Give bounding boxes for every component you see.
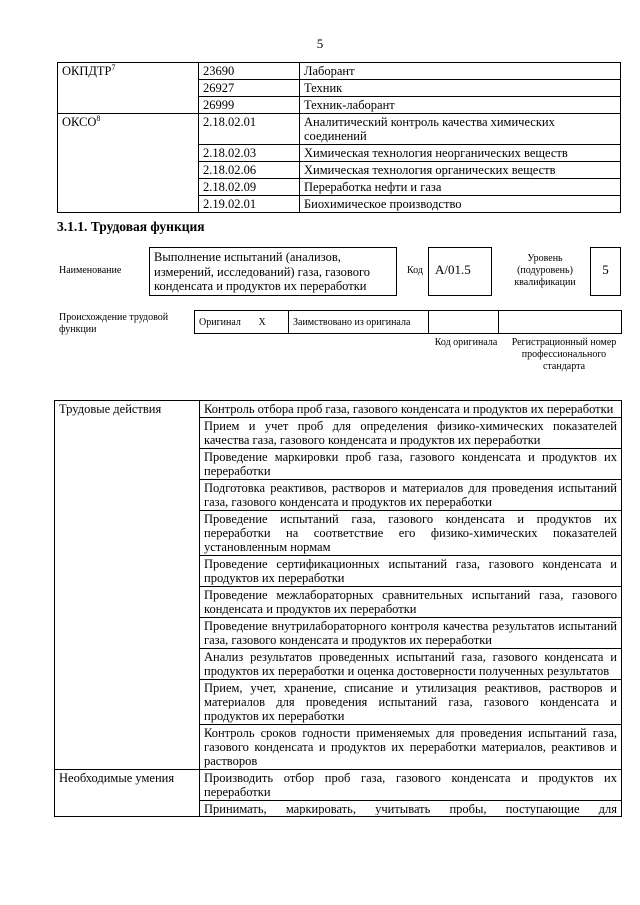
original-label: Оригинал xyxy=(195,311,255,334)
okso-footnote: 8 xyxy=(96,113,101,123)
okpdtr-label-cell xyxy=(58,63,199,114)
reg-number-cell xyxy=(499,311,622,334)
action-item: Контроль сроков годности применяемых для проведения испытаний газа, газового конденсата и продуктов их переработки материалов, реактивов и растворов xyxy=(200,725,622,770)
okso-code: 2.19.02.01 xyxy=(199,196,300,213)
okpdtr-name: Техник-лаборант xyxy=(300,97,621,114)
okpdtr-code: 26999 xyxy=(199,97,300,114)
okpdtr-code: 23690 xyxy=(199,63,300,80)
action-item: Проведение внутрилабораторного контроля качества результатов испытаний газа, газового конденсата и продуктов их переработки xyxy=(200,618,622,649)
okso-name: Химическая технология неорганических веществ xyxy=(300,145,621,162)
work-table xyxy=(54,400,622,817)
okso-name: Переработка нефти и газа xyxy=(300,179,621,196)
code-label: Код xyxy=(407,265,423,276)
action-item: Проведение маркировки проб газа, газового конденсата и продуктов их переработки xyxy=(200,449,622,480)
okpdtr-footnote: 7 xyxy=(111,62,116,72)
okso-code: 2.18.02.06 xyxy=(199,162,300,179)
skill-item: Принимать, маркировать, учитывать пробы, поступающие для xyxy=(204,802,617,815)
action-item: Проведение испытаний газа, газового конденсата и продуктов их переработки на соответствие его физико-химических показателей установленным нормам xyxy=(200,511,622,556)
borrowed-label: Заимствовано из оригинала xyxy=(289,311,429,334)
function-code-box: А/01.5 xyxy=(428,247,492,296)
okpdtr-code: 26927 xyxy=(199,80,300,97)
function-name-box: Выполнение испытаний (анализов, измерений, исследований) газа, газового конденсата и продуктов их переработки xyxy=(149,247,397,296)
page-number: 5 xyxy=(316,36,324,51)
okso-name: Биохимическое производство xyxy=(300,196,621,213)
action-item: Анализ результатов проведенных испытаний газа, газового конденсата и продуктов их переработки и оценка достоверности полученных результатов xyxy=(200,649,622,680)
okpdtr-name: Лаборант xyxy=(300,63,621,80)
okso-code: 2.18.02.03 xyxy=(199,145,300,162)
table-row xyxy=(58,114,621,145)
action-item: Проведение межлабораторных сравнительных испытаний газа, газового конденсата и продуктов их переработки xyxy=(200,587,622,618)
action-item: Подготовка реактивов, растворов и материалов для проведения испытаний газа, газового конденсата и продуктов их переработки xyxy=(200,480,622,511)
action-item: Проведение сертификационных испытаний газа, газового конденсата и продуктов их переработки xyxy=(200,556,622,587)
okso-name: Аналитический контроль качества химических соединений xyxy=(300,114,621,145)
okso-code: 2.18.02.01 xyxy=(199,114,300,145)
name-label: Наименование xyxy=(59,265,122,276)
table-row xyxy=(55,401,622,418)
action-item: Контроль отбора проб газа, газового конденсата и продуктов их переработки xyxy=(200,401,622,418)
section-title: 3.1.1. Трудовая функция xyxy=(57,219,205,234)
okso-label: ОКСО xyxy=(62,115,97,129)
action-item: Прием, учет, хранение, списание и утилизация реактивов, растворов и материалов для проведения испытаний газа, газового конденсата и продуктов их переработки xyxy=(200,680,622,725)
action-item: Прием и учет проб для определения физико-химических показателей качества газа, газового конденсата и продуктов их переработки xyxy=(200,418,622,449)
table-row xyxy=(195,311,622,334)
skill-item: Производить отбор проб газа, газового конденсата и продуктов их переработки xyxy=(200,770,622,801)
okso-name: Химическая технология органических веществ xyxy=(300,162,621,179)
original-code-cell xyxy=(429,311,499,334)
skill-item-cell xyxy=(200,801,622,817)
classification-table xyxy=(57,62,621,213)
table-row xyxy=(55,770,622,801)
origin-table xyxy=(194,310,622,334)
original-mark: X xyxy=(255,311,289,334)
level-box: 5 xyxy=(590,247,621,296)
okpdtr-name: Техник xyxy=(300,80,621,97)
level-label: Уровень (подуровень) квалификации xyxy=(514,253,576,288)
skills-label: Необходимые умения xyxy=(55,770,200,817)
okpdtr-label: ОКПДТР xyxy=(62,64,112,78)
okso-label-cell xyxy=(58,114,199,213)
table-row xyxy=(58,63,621,80)
code-caption: Код оригинала xyxy=(434,337,498,348)
origin-label: Происхождение трудовой функции xyxy=(59,312,169,335)
okso-code: 2.18.02.09 xyxy=(199,179,300,196)
actions-label: Трудовые действия xyxy=(55,401,200,770)
reg-caption: Регистрационный номер профессионального стандарта xyxy=(511,337,617,372)
